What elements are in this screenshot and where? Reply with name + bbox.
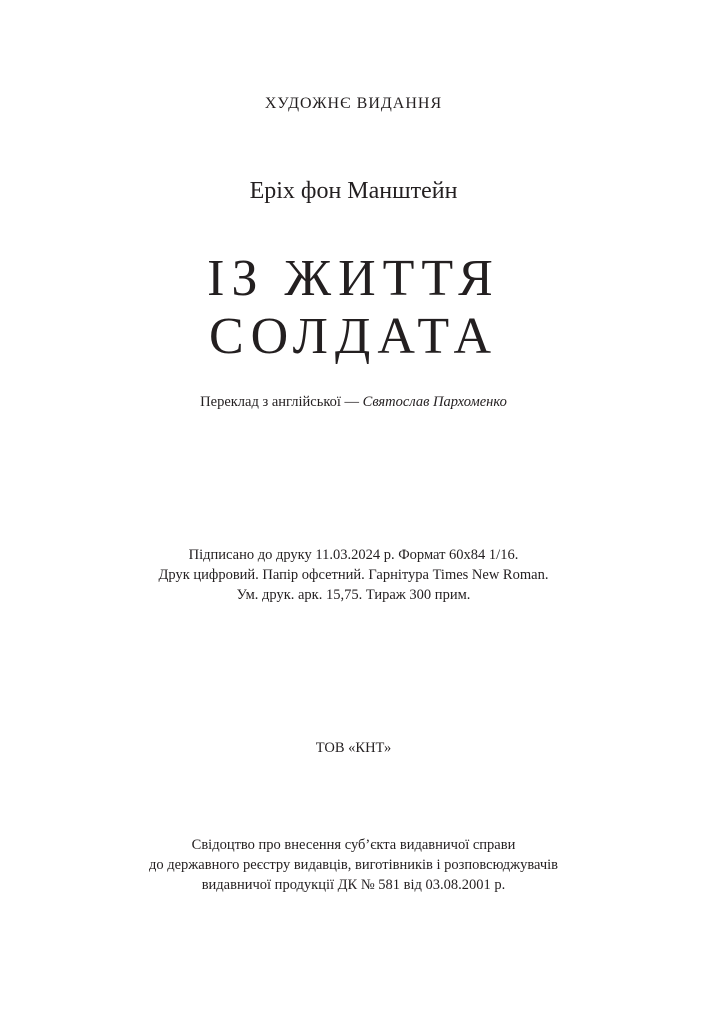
publisher-name: ТОВ «КНТ» (315, 740, 392, 756)
certificate-line-3: видавничої продукції ДК № 581 від 03.08.2001 р. (201, 877, 506, 893)
certificate-line-2: до державного реєстру видавців, виготівників і розповсюджувачів (148, 857, 559, 873)
imprint-details (0, 545, 707, 605)
book-title-line-2: СОЛДАТА (208, 308, 499, 365)
translator-name: Святослав Пархоменко (362, 394, 507, 410)
imprint-line-1: Підписано до друку 11.03.2024 р. Формат 60х84 1/16. (188, 547, 519, 563)
imprint-line-3: Ум. друк. арк. 15,75. Тираж 300 прим. (236, 587, 471, 603)
publisher-certificate (0, 835, 707, 895)
translation-credit (0, 394, 707, 411)
imprint-line-2: Друк цифровий. Папір офсетний. Гарнітура Times New Roman. (158, 567, 549, 583)
book-title (0, 250, 707, 366)
certificate-line-1: Свідоцтво про внесення суб’єкта видавничої справи (191, 837, 516, 853)
edition-label: ХУДОЖНЄ ВИДАННЯ (264, 95, 443, 112)
translation-prefix: Переклад з англійської — (200, 394, 363, 410)
book-title-line-1: ІЗ ЖИТТЯ (207, 250, 500, 307)
book-author: Еріх фон Манштейн (249, 178, 458, 204)
